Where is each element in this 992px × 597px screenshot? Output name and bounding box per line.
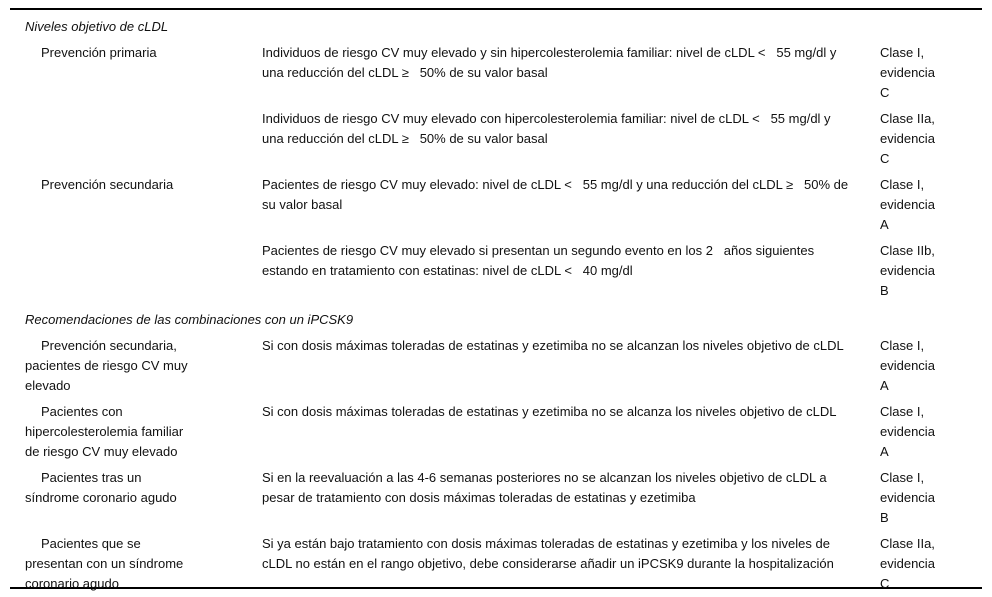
row-class-evidence: Clase IIa, evidencia C [880,111,935,166]
row-class-evidence: Clase I, evidencia C [880,45,935,100]
row-label: Prevención secundaria [41,177,174,192]
row-label: Pacientes con hipercolesterolemia familiar de riesgo CV muy elevado [25,404,184,459]
row-class-evidence: Clase I, evidencia A [880,404,935,459]
table-row [10,241,982,301]
table-row [10,43,982,103]
row-class-evidence: Clase I, evidencia B [880,470,935,525]
table-row [10,468,982,528]
row-description: Si en la reevaluación a las 4-6 semanas posteriores no se alcanzan los niveles objetivo de cLDL a pesar de tratamiento con dosis máximas toleradas de estatinas y ezetimiba [262,470,827,505]
row-description: Pacientes de riesgo CV muy elevado si presentan un segundo evento en los 2 años siguientes estando en tratamiento con estatinas: nivel de cLDL < 40 mg/dl [262,243,815,278]
row-label: Pacientes que se presentan con un síndrome coronario agudo [25,536,184,591]
section-header-ipcsk9-combinations: Recomendaciones de las combinaciones con un iPCSK9 [25,312,354,327]
section-header-ldl-targets: Niveles objetivo de cLDL [25,19,169,34]
row-label: Prevención primaria [41,45,157,60]
row-class-evidence: Clase IIa, evidencia C [880,536,935,591]
recommendations-table [10,8,982,589]
row-description: Si ya están bajo tratamiento con dosis máximas toleradas de estatinas y ezetimiba y los niveles de cLDL no están en el rango objetivo, debe considerarse añadir un iPCSK9 durante la hospitalización [262,536,834,571]
row-description: Si con dosis máximas toleradas de estatinas y ezetimiba no se alcanzan los niveles objetivo de cLDL [262,338,844,353]
table-row [10,109,982,169]
row-class-evidence: Clase IIb, evidencia B [880,243,935,298]
table-row [10,534,982,594]
row-description: Si con dosis máximas toleradas de estatinas y ezetimiba no se alcanza los niveles objetivo de cLDL [262,404,837,419]
row-label [10,241,262,301]
row-class-evidence: Clase I, evidencia A [880,338,935,393]
row-label: Pacientes tras un síndrome coronario agudo [25,470,177,505]
row-label: Prevención secundaria, pacientes de riesgo CV muy elevado [25,338,188,393]
row-description: Individuos de riesgo CV muy elevado con hipercolesterolemia familiar: nivel de cLDL < 55 mg/dl y una reducción del cLDL ≥ 50% de su valor basal [262,111,831,146]
table-row [10,402,982,462]
row-label [10,109,262,169]
table-row [10,336,982,396]
row-class-evidence: Clase I, evidencia A [880,177,935,232]
row-description: Individuos de riesgo CV muy elevado y sin hipercolesterolemia familiar: nivel de cLDL < 55 mg/dl y una reducción del cLDL ≥ 50% de su valor basal [262,45,837,80]
row-description: Pacientes de riesgo CV muy elevado: nivel de cLDL < 55 mg/dl y una reducción del cLDL ≥ 50% de su valor basal [262,177,849,212]
table-row [10,175,982,235]
